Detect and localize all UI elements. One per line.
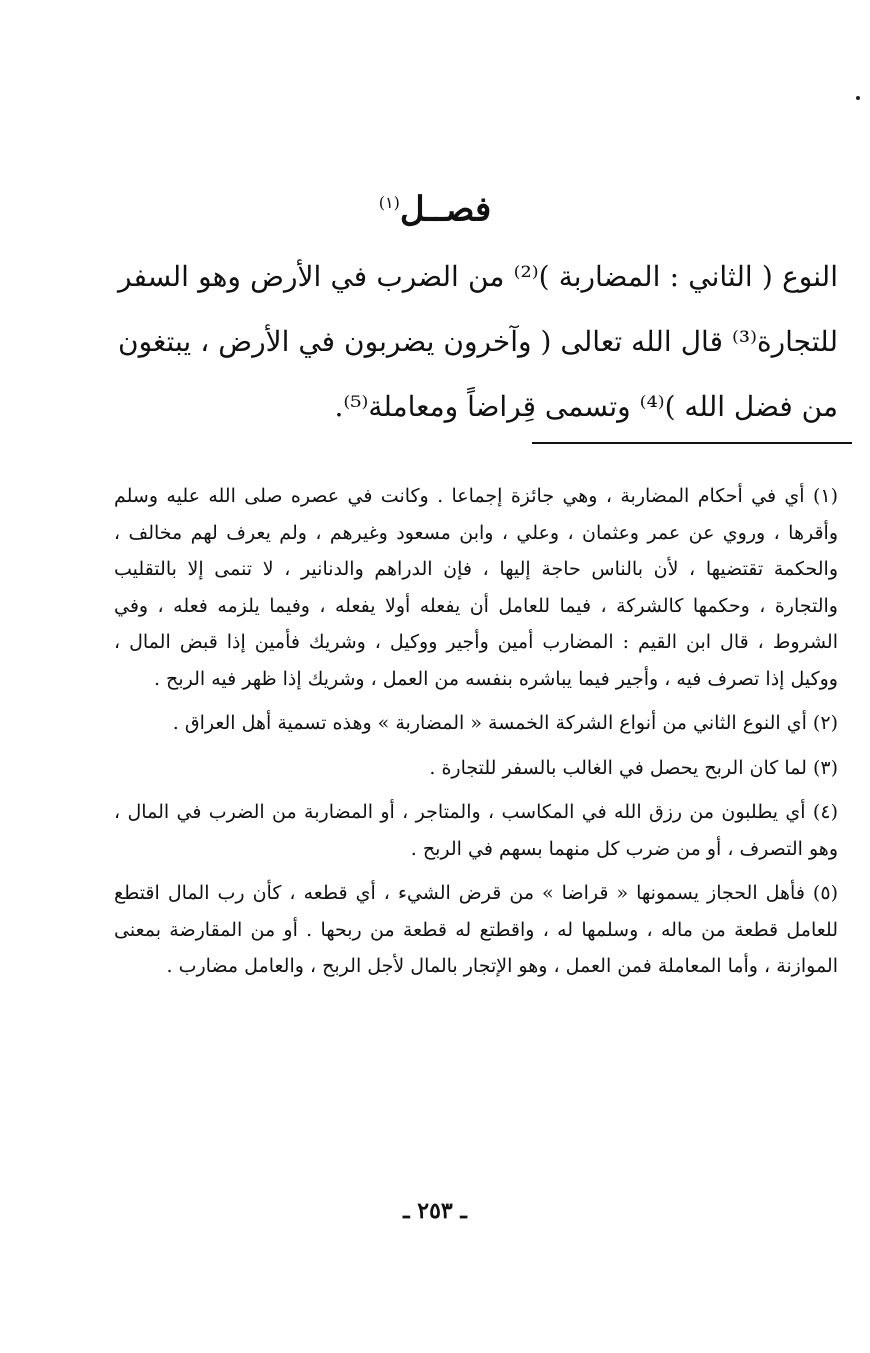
margin-mark [856, 96, 860, 100]
footnote-4: (٤) أي يطلبون من رزق الله في المكاسب ، والمتاجر ، أو المضاربة من الضرب في المال ، وهو التصرف ، أو من ضرب كل منهما بسهم في الربح . [114, 801, 838, 860]
heading-footnote-mark: (١) [378, 193, 400, 212]
section-title: فصــل [399, 189, 492, 230]
footnote-2: (٢) أي النوع الثاني من أنواع الشركة الخمسة « المضاربة » وهذه تسمية أهل العراق . [172, 712, 838, 734]
footnote-separator [532, 442, 852, 444]
footnotes [114, 478, 838, 993]
footnote-1: (١) أي في أحكام المضاربة ، وهي جائزة إجماعا . وكانت في عصره صلى الله عليه وسلم وأقرها ، وروي عن عمر وعثمان ، وعلي ، وابن مسعود وغيرهم ، ولم يعرف لهم مخالف ، والحكمة تقتضيها ، لأن بالناس حاجة إليها ، فإن الدراهم والدنانير ، لا تنمى إلا بالتقليب والتجارة ، وحكمها كالشركة ، فيما للعامل أن يفعله أولا يفعله ، وفيما يلزمه فعله ، وفي الشروط ، قال ابن القيم : المضارب أمين وأجير ووكيل ، وشريك فأمين إذا قبض المال ، ووكيل إذا تصرف فيه ، وأجير فيما يباشره بنفسه من العمل ، وشريك إذا ظهر فيه الربح . [114, 485, 838, 690]
footnote-3: (٣) لما كان الربح يحصل في الغالب بالسفر للتجارة . [429, 756, 838, 779]
main-paragraph: النوع ( الثاني : المضاربة )⁽²⁾ من الضرب في الأرض وهو السفر للتجارة⁽³⁾ قال الله تعالى ( وآخرون يضربون في الأرض ، يبتغون من فضل الله )⁽⁴⁾ وتسمى قِراضاً ومعاملة⁽⁵⁾. [118, 260, 838, 423]
section-heading [0, 178, 870, 234]
footnote-5: (٥) فأهل الحجاز يسمونها « قراضا » من قرض الشيء ، أي قطعه ، كأن رب المال اقتطع للعامل قطعة من ماله ، وسلمها له ، واقطتع له قطعة من ربحها . أو من المقارضة بمعنى الموازنة ، وأما المعاملة فمن العمل ، وهو الإتجار بالمال لأجل الربح ، والعامل مضارب . [114, 882, 838, 977]
page-number: ـ ٢٥٣ ـ [403, 1198, 467, 1224]
main-text [118, 244, 838, 439]
